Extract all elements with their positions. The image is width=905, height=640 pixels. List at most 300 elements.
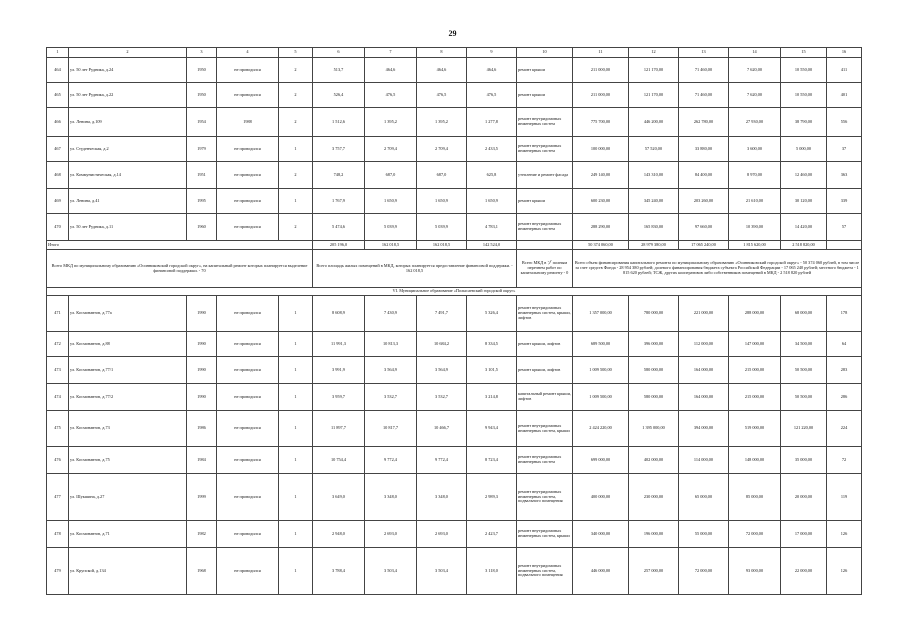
floors-cell: 2 [279, 162, 313, 189]
total-cost-region: 17 065 240,00 [679, 241, 729, 250]
area-total-cell: 3 649,0 [313, 474, 365, 521]
cost-local-cell: 21 610,00 [729, 189, 781, 214]
work-type-cell: ремонт крыши [517, 83, 573, 108]
area-living-cell: 3 532,7 [417, 384, 467, 411]
residents-cell: 363 [827, 162, 862, 189]
column-number: 11 [573, 48, 629, 58]
total-empty [827, 241, 862, 250]
area-living-cell: 10 466,7 [417, 411, 467, 447]
column-number: 9 [467, 48, 517, 58]
floors-cell: 2 [279, 83, 313, 108]
cost-owners-cell: 22 000,00 [781, 548, 827, 595]
area-total-cell: 11 897,7 [313, 411, 365, 447]
row-number: 475 [47, 411, 69, 447]
cost-local-cell: 85 000,00 [729, 474, 781, 521]
row-number: 465 [47, 83, 69, 108]
work-type-cell: ремонт внутридомовых инженерных систем, крыши [517, 521, 573, 548]
cost-fund-cell: 345 240,00 [629, 189, 679, 214]
area-total-cell: 513,7 [313, 58, 365, 83]
cost-owners-cell: 30 120,00 [781, 189, 827, 214]
total-area-premises: 162 018,5 [365, 241, 417, 250]
column-number: 5 [279, 48, 313, 58]
area-living-cell: 5 039,9 [417, 214, 467, 241]
section-title-row [47, 288, 862, 296]
cost-fund-cell: 402 000,00 [629, 447, 679, 474]
column-number: 4 [217, 48, 279, 58]
row-number: 477 [47, 474, 69, 521]
cost-region-cell: 164 000,00 [679, 384, 729, 411]
reconstruction-cell: не проводился [217, 83, 279, 108]
cost-region-cell: 262 780,00 [679, 108, 729, 137]
column-number: 2 [69, 48, 187, 58]
area-living-cell: 3 503,4 [417, 548, 467, 595]
cost-total-cell: 2 424 220,00 [573, 411, 629, 447]
summary-mkd-text: Всего МКД по муниципальному образованию «Осинниковский городской округ», на капитальный ремонт которых планируется выделение финансовой поддержки. - 70 [47, 250, 313, 288]
floors-cell: 1 [279, 384, 313, 411]
area-living-cell: 3 348,0 [417, 474, 467, 521]
residents-cell: 57 [827, 214, 862, 241]
cost-fund-cell: 580 000,00 [629, 384, 679, 411]
address-cell: ул. Крупской, д.134 [69, 548, 187, 595]
cost-owners-cell: 38 790,00 [781, 108, 827, 137]
table-row [47, 357, 862, 384]
address-cell: ул. Космонавтов, д.77а [69, 296, 187, 332]
work-type-cell: ремонт внутридомовых инженерных систем [517, 214, 573, 241]
year-built-cell: 1999 [187, 474, 217, 521]
column-number: 1 [47, 48, 69, 58]
year-built-cell: 1986 [187, 411, 217, 447]
row-number: 471 [47, 296, 69, 332]
floors-cell: 1 [279, 411, 313, 447]
row-number: 464 [47, 58, 69, 83]
table-row [47, 332, 862, 357]
address-cell: ул. Космонавтов, д.77/2 [69, 384, 187, 411]
residents-cell: 64 [827, 332, 862, 357]
total-cost-fund: 28 979 380,00 [629, 241, 679, 250]
residents-cell: 37 [827, 137, 862, 162]
work-type-cell: ремонт крыши, лифтов [517, 332, 573, 357]
total-empty [517, 241, 573, 250]
cost-local-cell: 147 000,00 [729, 332, 781, 357]
reconstruction-cell: не проводился [217, 214, 279, 241]
cost-fund-cell: 780 000,00 [629, 296, 679, 332]
cost-local-cell: 288 000,00 [729, 296, 781, 332]
cost-owners-cell: 17 000,00 [781, 521, 827, 548]
row-number: 466 [47, 108, 69, 137]
cost-total-cell: 775 700,00 [573, 108, 629, 137]
row-number: 467 [47, 137, 69, 162]
cost-region-cell: 84 400,00 [679, 162, 729, 189]
year-built-cell: 1950 [187, 83, 217, 108]
work-type-cell: ремонт внутридомовых инженерных систем, крыши [517, 411, 573, 447]
table-row [47, 137, 862, 162]
cost-region-cell: 55 000,00 [679, 521, 729, 548]
area-total-cell: 10 754,4 [313, 447, 365, 474]
cost-region-cell: 33 880,00 [679, 137, 729, 162]
reconstruction-cell: 1988 [217, 108, 279, 137]
table-row [47, 521, 862, 548]
row-number: 470 [47, 214, 69, 241]
cost-fund-cell: 580 000,00 [629, 357, 679, 384]
area-use-cell: 625,8 [467, 162, 517, 189]
work-type-cell: ремонт внутридомовых инженерных систем [517, 447, 573, 474]
column-number: 14 [729, 48, 781, 58]
residents-cell: 411 [827, 58, 862, 83]
reconstruction-cell: не проводился [217, 296, 279, 332]
work-type-cell: утепление и ремонт фасада [517, 162, 573, 189]
year-built-cell: 1990 [187, 357, 217, 384]
cost-fund-cell: 57 520,00 [629, 137, 679, 162]
floors-cell: 1 [279, 357, 313, 384]
work-type-cell: ремонт внутридомовых инженерных систем, крыши, лифтов [517, 296, 573, 332]
area-total-cell: 8 608,9 [313, 296, 365, 332]
cost-local-cell: 3 600,00 [729, 137, 781, 162]
area-living-cell: 464,6 [417, 58, 467, 83]
floors-cell: 1 [279, 521, 313, 548]
area-premises-cell: 3 503,4 [365, 548, 417, 595]
area-total-cell: 3 959,7 [313, 384, 365, 411]
area-living-cell: 1 650,9 [417, 189, 467, 214]
floors-cell: 1 [279, 189, 313, 214]
summary-mkd-count-text: Всего МКД в プ полным перечнем работ по капитальному ремонту - 0 [517, 250, 573, 288]
cost-owners-cell: 14 420,00 [781, 214, 827, 241]
cost-owners-cell: 50 500,00 [781, 384, 827, 411]
residents-cell: 178 [827, 296, 862, 332]
cost-fund-cell: 121 170,00 [629, 83, 679, 108]
cost-local-cell: 10 390,00 [729, 214, 781, 241]
reconstruction-cell: не проводился [217, 162, 279, 189]
table-row [47, 108, 862, 137]
row-number: 479 [47, 548, 69, 595]
cost-local-cell: 93 000,00 [729, 548, 781, 595]
year-built-cell: 1951 [187, 162, 217, 189]
cost-local-cell: 7 620,00 [729, 83, 781, 108]
reconstruction-cell: не проводился [217, 189, 279, 214]
section-title: VI. Муниципальное образование «Полысаевский городской округ» [47, 288, 862, 296]
residents-cell: 286 [827, 384, 862, 411]
page-number: 29 [448, 29, 457, 38]
cost-region-cell: 71 460,00 [679, 58, 729, 83]
year-built-cell: 1968 [187, 548, 217, 595]
floors-cell: 1 [279, 474, 313, 521]
area-premises-cell: 3 348,0 [365, 474, 417, 521]
area-living-cell: 9 772,4 [417, 447, 467, 474]
cost-total-cell: 340 000,00 [573, 521, 629, 548]
area-use-cell: 2 433,5 [467, 137, 517, 162]
cost-fund-cell: 230 000,00 [629, 474, 679, 521]
area-premises-cell: 10 817,7 [365, 411, 417, 447]
total-area-use: 142 524,0 [467, 241, 517, 250]
work-type-cell: капитальный ремонт крыши, лифтов [517, 384, 573, 411]
area-use-cell: 9 943,4 [467, 411, 517, 447]
cost-fund-cell: 143 310,00 [629, 162, 679, 189]
area-use-cell: 464,6 [467, 58, 517, 83]
cost-owners-cell: 121 220,00 [781, 411, 827, 447]
year-built-cell: 1950 [187, 58, 217, 83]
address-cell: ул. Космонавтов, д.73 [69, 411, 187, 447]
cost-owners-cell: 5 000,00 [781, 137, 827, 162]
reconstruction-cell: не проводился [217, 58, 279, 83]
table-row [47, 411, 862, 447]
cost-local-cell: 215 000,00 [729, 384, 781, 411]
cost-total-cell: 400 000,00 [573, 474, 629, 521]
year-built-cell: 1990 [187, 384, 217, 411]
reconstruction-cell: не проводился [217, 521, 279, 548]
area-total-cell: 1 767,9 [313, 189, 365, 214]
table-row [47, 58, 862, 83]
work-type-cell: ремонт крыши [517, 189, 573, 214]
area-premises-cell: 7 430,9 [365, 296, 417, 332]
area-premises-cell: 1 650,9 [365, 189, 417, 214]
year-built-cell: 1990 [187, 296, 217, 332]
cost-fund-cell: 396 000,00 [629, 332, 679, 357]
area-use-cell: 3 101,5 [467, 357, 517, 384]
cost-total-cell: 211 000,00 [573, 83, 629, 108]
cost-region-cell: 221 000,00 [679, 296, 729, 332]
address-cell: ул. Космонавтов, д.75 [69, 447, 187, 474]
column-number: 8 [417, 48, 467, 58]
floors-cell: 2 [279, 108, 313, 137]
row-number: 468 [47, 162, 69, 189]
cost-owners-cell: 20 000,00 [781, 474, 827, 521]
column-number: 3 [187, 48, 217, 58]
repair-program-table [46, 47, 862, 595]
area-use-cell: 476,5 [467, 83, 517, 108]
cost-total-cell: 699 000,00 [573, 447, 629, 474]
area-living-cell: 1 395,2 [417, 108, 467, 137]
cost-total-cell: 249 140,00 [573, 162, 629, 189]
area-total-cell: 1 512,6 [313, 108, 365, 137]
area-total-cell: 3 757,7 [313, 137, 365, 162]
cost-total-cell: 1 009 500,00 [573, 357, 629, 384]
total-cost-local: 1 815 620,00 [729, 241, 781, 250]
year-built-cell: 1990 [187, 332, 217, 357]
area-total-cell: 11 991,3 [313, 332, 365, 357]
reconstruction-cell: не проводился [217, 332, 279, 357]
floors-cell: 2 [279, 58, 313, 83]
floors-cell: 1 [279, 137, 313, 162]
year-built-cell: 1984 [187, 447, 217, 474]
cost-owners-cell: 10 550,00 [781, 83, 827, 108]
year-built-cell: 1982 [187, 521, 217, 548]
residents-cell: 401 [827, 83, 862, 108]
address-cell: ул. 50 лет Рудника, д.11 [69, 214, 187, 241]
cost-total-cell: 100 000,00 [573, 137, 629, 162]
cost-total-cell: 211 000,00 [573, 58, 629, 83]
address-cell: ул. Космонавтов, д.88 [69, 332, 187, 357]
area-total-cell: 2 948,0 [313, 521, 365, 548]
residents-cell: 119 [827, 474, 862, 521]
work-type-cell: ремонт внутридомовых инженерных систем, подвального помещения [517, 474, 573, 521]
row-number: 469 [47, 189, 69, 214]
cost-region-cell: 97 660,00 [679, 214, 729, 241]
area-premises-cell: 464,6 [365, 58, 417, 83]
table-row [47, 214, 862, 241]
cost-local-cell: 215 000,00 [729, 357, 781, 384]
total-row [47, 241, 862, 250]
area-use-cell: 2 423,7 [467, 521, 517, 548]
area-premises-cell: 5 039,9 [365, 214, 417, 241]
table-row [47, 384, 862, 411]
cost-local-cell: 8 970,00 [729, 162, 781, 189]
cost-local-cell: 148 000,00 [729, 447, 781, 474]
cost-local-cell: 72 000,00 [729, 521, 781, 548]
area-living-cell: 10 684,2 [417, 332, 467, 357]
cost-owners-cell: 50 500,00 [781, 357, 827, 384]
cost-region-cell: 394 000,00 [679, 411, 729, 447]
area-use-cell: 8 723,4 [467, 447, 517, 474]
table-row [47, 189, 862, 214]
area-premises-cell: 3 564,9 [365, 357, 417, 384]
year-built-cell: 1979 [187, 137, 217, 162]
reconstruction-cell: не проводился [217, 411, 279, 447]
area-total-cell: 5 474,6 [313, 214, 365, 241]
summary-row [47, 250, 862, 288]
total-cost-owners: 2 518 820,00 [781, 241, 827, 250]
column-number: 10 [517, 48, 573, 58]
cost-fund-cell: 165 830,00 [629, 214, 679, 241]
column-number: 16 [827, 48, 862, 58]
work-type-cell: ремонт внутридомовых инженерных систем [517, 108, 573, 137]
cost-owners-cell: 10 550,00 [781, 58, 827, 83]
total-area-living: 162 018,5 [417, 241, 467, 250]
floors-cell: 1 [279, 548, 313, 595]
row-number: 476 [47, 447, 69, 474]
residents-cell: 556 [827, 108, 862, 137]
cost-local-cell: 27 930,00 [729, 108, 781, 137]
residents-cell: 126 [827, 548, 862, 595]
work-type-cell: ремонт крыши, лифтов [517, 357, 573, 384]
work-type-cell: ремонт внутридомовых инженерных систем, подвального помещения [517, 548, 573, 595]
cost-region-cell: 65 000,00 [679, 474, 729, 521]
cost-total-cell: 288 290,00 [573, 214, 629, 241]
residents-cell: 72 [827, 447, 862, 474]
cost-owners-cell: 35 000,00 [781, 447, 827, 474]
reconstruction-cell: не проводился [217, 548, 279, 595]
area-premises-cell: 9 772,4 [365, 447, 417, 474]
area-premises-cell: 2 709,4 [365, 137, 417, 162]
year-built-cell: 1954 [187, 108, 217, 137]
floors-cell: 1 [279, 296, 313, 332]
table-row [47, 548, 862, 595]
address-cell: ул. Студенческая, д.2 [69, 137, 187, 162]
cost-total-cell: 446 000,00 [573, 548, 629, 595]
table-row [47, 296, 862, 332]
area-use-cell: 8 334,5 [467, 332, 517, 357]
residents-cell: 339 [827, 189, 862, 214]
address-cell: ул. Ленина, д.41 [69, 189, 187, 214]
area-use-cell: 3 118,0 [467, 548, 517, 595]
area-premises-cell: 3 532,7 [365, 384, 417, 411]
column-number: 7 [365, 48, 417, 58]
address-cell: ул. Космонавтов, д.71 [69, 521, 187, 548]
cost-local-cell: 519 000,00 [729, 411, 781, 447]
area-premises-cell: 1 395,2 [365, 108, 417, 137]
floors-cell: 1 [279, 332, 313, 357]
cost-region-cell: 112 000,00 [679, 332, 729, 357]
column-number: 13 [679, 48, 729, 58]
cost-region-cell: 114 000,00 [679, 447, 729, 474]
cost-fund-cell: 257 000,00 [629, 548, 679, 595]
cost-region-cell: 164 000,00 [679, 357, 729, 384]
area-total-cell: 3 991,9 [313, 357, 365, 384]
reconstruction-cell: не проводился [217, 384, 279, 411]
reconstruction-cell: не проводился [217, 137, 279, 162]
total-cost-total: 50 374 060,00 [573, 241, 629, 250]
area-premises-cell: 10 813,3 [365, 332, 417, 357]
area-living-cell: 3 564,9 [417, 357, 467, 384]
cost-fund-cell: 446 200,00 [629, 108, 679, 137]
address-cell: ул. Шукшина, д.27 [69, 474, 187, 521]
table-row [47, 447, 862, 474]
address-cell: ул. Космонавтов, д.77/1 [69, 357, 187, 384]
cost-total-cell: 600 230,00 [573, 189, 629, 214]
cost-region-cell: 72 000,00 [679, 548, 729, 595]
cost-total-cell: 689 500,00 [573, 332, 629, 357]
address-cell: ул. 50 лет Рудника, д.22 [69, 83, 187, 108]
table-row [47, 83, 862, 108]
residents-cell: 283 [827, 357, 862, 384]
total-area-total: 205 196,0 [313, 241, 365, 250]
column-number-row [47, 48, 862, 58]
cost-owners-cell: 34 500,00 [781, 332, 827, 357]
area-premises-cell: 2 693,0 [365, 521, 417, 548]
cost-region-cell: 203 260,00 [679, 189, 729, 214]
area-use-cell: 3 214,8 [467, 384, 517, 411]
area-living-cell: 2 693,0 [417, 521, 467, 548]
cost-region-cell: 71 460,00 [679, 83, 729, 108]
floors-cell: 2 [279, 214, 313, 241]
row-number: 472 [47, 332, 69, 357]
summary-finance-text: Всего объем финансирования капитального ремонта по муниципальному образованию «Осинниковский городской округ» - 50 374 060 рублей, в том числе за счет средств Фонда - 28 954 380 рублей; долевого финансирования бюджета субъекта Российской Федерации - 17 065 240 рублей; местного бюджета - 1 815 620 рублей; ТСЖ, других кооперативов либо собственников помещений в МКД - 2 518 820 рублей [573, 250, 862, 288]
area-living-cell: 2 709,4 [417, 137, 467, 162]
cost-local-cell: 7 620,00 [729, 58, 781, 83]
table-row [47, 474, 862, 521]
area-living-cell: 7 491,7 [417, 296, 467, 332]
address-cell: ул. Коммунистическая, д.14 [69, 162, 187, 189]
area-use-cell: 5 326,4 [467, 296, 517, 332]
row-number: 478 [47, 521, 69, 548]
residents-cell: 224 [827, 411, 862, 447]
row-number: 474 [47, 384, 69, 411]
total-label: Итого [47, 241, 313, 250]
area-living-cell: 476,5 [417, 83, 467, 108]
area-premises-cell: 687,0 [365, 162, 417, 189]
area-total-cell: 748,2 [313, 162, 365, 189]
area-use-cell: 4 783,1 [467, 214, 517, 241]
area-use-cell: 1 277,8 [467, 108, 517, 137]
column-number: 6 [313, 48, 365, 58]
cost-fund-cell: 196 000,00 [629, 521, 679, 548]
cost-owners-cell: 68 000,00 [781, 296, 827, 332]
table-row [47, 162, 862, 189]
cost-owners-cell: 12 460,00 [781, 162, 827, 189]
floors-cell: 1 [279, 447, 313, 474]
address-cell: ул. Ленина, д.109 [69, 108, 187, 137]
cost-total-cell: 1 357 000,00 [573, 296, 629, 332]
row-number: 473 [47, 357, 69, 384]
work-type-cell: ремонт крыши [517, 58, 573, 83]
cost-total-cell: 1 009 500,00 [573, 384, 629, 411]
work-type-cell: ремонт внутридомовых инженерных систем [517, 137, 573, 162]
area-use-cell: 1 650,9 [467, 189, 517, 214]
column-number: 12 [629, 48, 679, 58]
area-living-cell: 687,0 [417, 162, 467, 189]
area-total-cell: 3 788,4 [313, 548, 365, 595]
address-cell: ул. 50 лет Рудника, д.24 [69, 58, 187, 83]
year-built-cell: 1960 [187, 214, 217, 241]
summary-area-text: Всего площадь жилых помещений в МКД, которых планируется предоставление финансовой поддержки. - 162 018,5 [313, 250, 517, 288]
